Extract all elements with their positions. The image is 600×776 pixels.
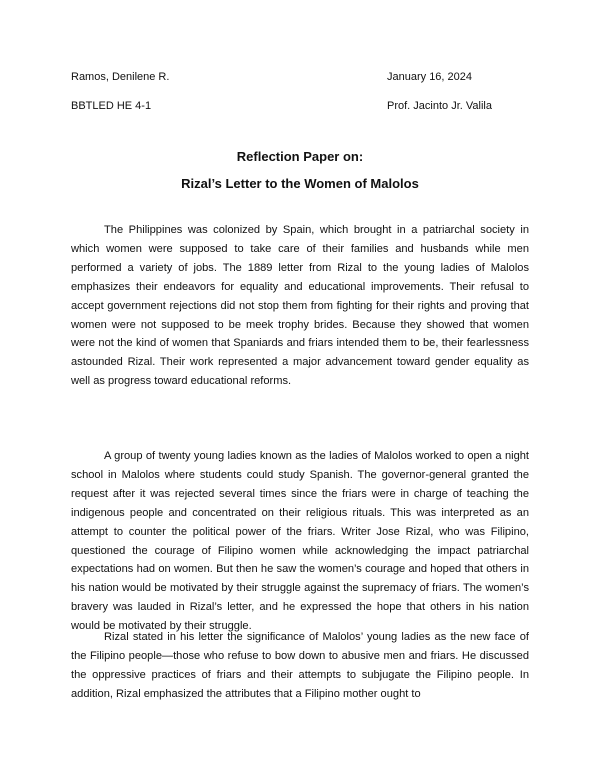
body-paragraph-1: The Philippines was colonized by Spain, which brought in a patriarchal society in which women were supposed to take care of their families and husbands while men performed a variety of jobs. The 1889 letter from Rizal to the young ladies of Malolos emphasizes their endeavors for equality and educational improvements. Their refusal to accept government rejections did not stop them from fighting for their rights and proving that women were not supposed to be meek trophy brides. Because they showed that women were not the kind of women that Spaniards and friars intended them to be, their fearlessness astounded Rizal. Their work represented a major advancement toward gender equality as well as progress toward educational reforms. [71,224,529,388]
body-paragraph-2: A group of twenty young ladies known as the ladies of Malolos worked to open a night school in Malolos where students could study Spanish. The governor-general granted the request after it was rejected several times since the friars were in charge of teaching the indigenous people and concentrated on their religious rituals. This was interpreted as an attempt to counter the political power of the friars. Writer Jose Rizal, who was Filipino, questioned the courage of Filipino women while acknowledging the impact patriarchal expectations had on women. But then he saw the women’s courage and hoped that others in his nation would be motivated by their struggle against the supremacy of friars. The women’s bravery was lauded in Rizal’s letter, and he expressed the hope that others in his nation would be motivated by their struggle. [71,450,529,633]
body-paragraph-3: Rizal stated in his letter the significance of Malolos’ young ladies as the new face of the Filipino people—those who refuse to bow down to abusive men and friars. He discussed the oppressive practices of friars and their attempts to subjugate the Filipino people. In addition, Rizal emphasized the attributes that a Filipino mother ought to [71,631,529,700]
professor-name: Prof. Jacinto Jr. Valila [387,100,492,112]
course-section: BBTLED HE 4-1 [71,100,152,112]
document-date: January 16, 2024 [387,71,473,83]
document-title-line-2: Rizal’s Letter to the Women of Malolos [181,176,419,191]
student-name: Ramos, Denilene R. [71,71,170,83]
document-title-line-1: Reflection Paper on: [236,149,364,164]
